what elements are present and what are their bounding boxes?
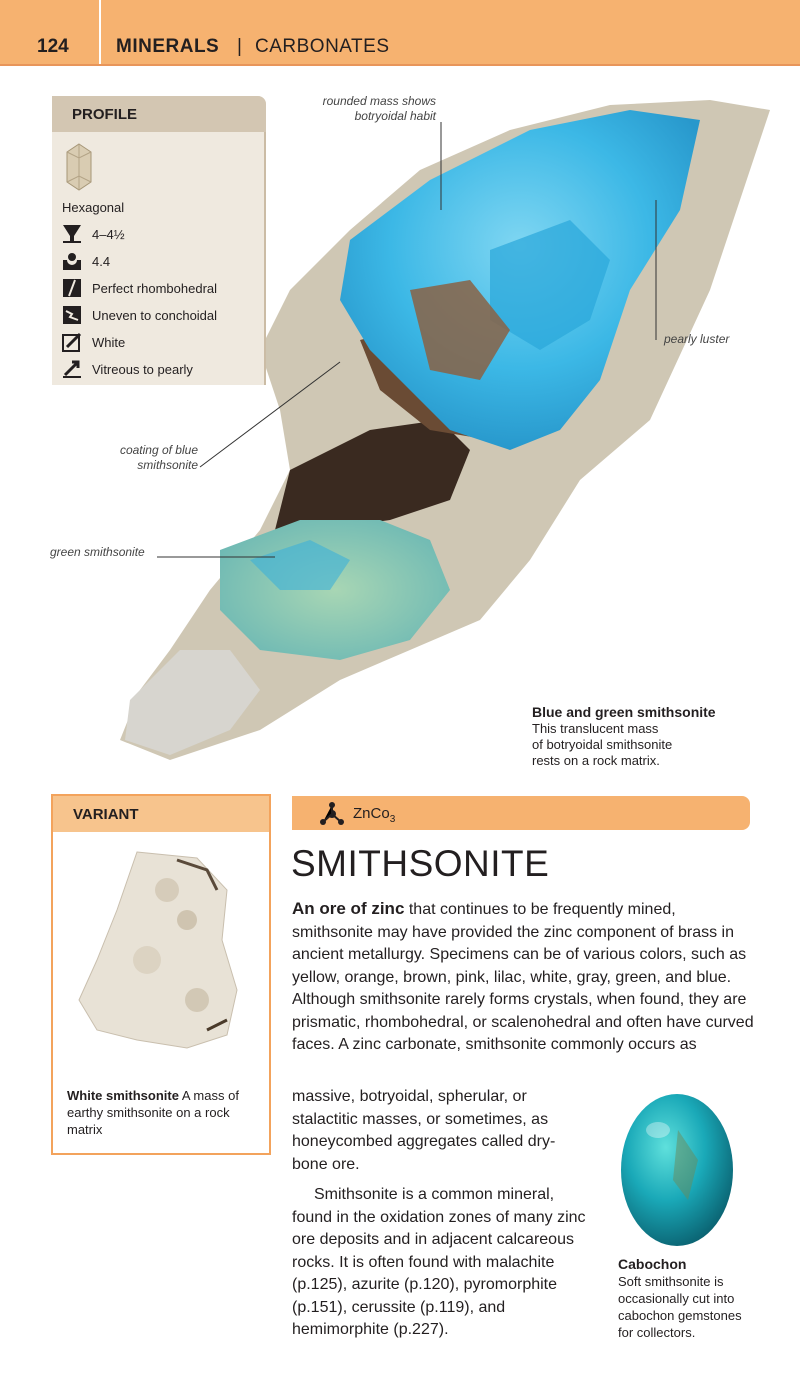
formula-bar: [292, 796, 750, 830]
cabochon-line3: cabochon gemstones: [618, 1308, 742, 1323]
streak-row: [62, 332, 262, 354]
fracture-icon: [62, 305, 82, 325]
main-caption-line2: of botryoidal smithsonite: [532, 737, 673, 752]
callout-coating: [90, 443, 198, 473]
variant-title: VARIANT: [73, 806, 139, 823]
luster-icon: [62, 359, 82, 379]
luster-value: Vitreous to pearly: [92, 362, 193, 377]
hardness-icon: [62, 224, 82, 244]
molecule-icon: [320, 802, 344, 826]
callout-rounded-line1: rounded mass shows: [322, 94, 436, 108]
mineral-title: SMITHSONITE: [291, 843, 550, 884]
hardness-value: 4–4½: [92, 227, 125, 242]
cabochon-image: [618, 1090, 736, 1250]
callout-green: green smithsonite: [50, 545, 145, 559]
callout-coating-line1: coating of blue: [119, 443, 198, 457]
body-p1a: that continues to be frequently mined, smithsonite may have provided the zinc component of brass in ancient metallurgy. Specimens can be of various colors, such as yellow, orange, brown, pink, lilac, white, gray, green, and blue. Although smithsonite rarely forms crystals, when found, they are prismatic, rhombohedral, or scalenohedral and often have curved faces. A zinc carbonate, smithsonite commonly occurs as: [292, 901, 754, 1053]
chemical-formula: [353, 805, 395, 825]
cleavage-icon: [62, 278, 82, 298]
callout-pearly-luster: pearly luster: [664, 332, 730, 346]
streak-value: White: [92, 335, 126, 350]
body-paragraph-1: [292, 898, 754, 1057]
header-divider: [99, 0, 101, 64]
profile-border: [264, 132, 266, 385]
fracture-row: [62, 305, 262, 327]
luster-row: [62, 359, 262, 381]
callout-rounded-mass: [318, 94, 436, 124]
body-paragraph-2: [292, 1184, 592, 1342]
callout-rounded-line2: botryoidal habit: [354, 109, 436, 123]
main-caption-line1: This translucent mass: [532, 721, 659, 736]
body-paragraph-1-continued: massive, botryoidal, spherular, or stalactitic masses, or sometimes, as honeycombed aggregates called dry-bone ore.: [292, 1088, 556, 1173]
fracture-value: Uneven to conchoidal: [92, 308, 218, 323]
formula-text: ZnCo: [353, 805, 390, 822]
variant-caption-text: A mass of earthy smithsonite on a rock matrix: [67, 1088, 239, 1137]
profile-tab: [52, 96, 266, 132]
main-caption-line3: rests on a rock matrix.: [532, 753, 660, 768]
specific-gravity-icon: [62, 251, 82, 271]
cabochon-line4: for collectors.: [618, 1325, 696, 1340]
page-number: 124: [37, 36, 69, 57]
main-image-caption: [532, 704, 752, 769]
page-header: [0, 0, 800, 66]
streak-icon: [62, 332, 82, 352]
profile-title: PROFILE: [72, 106, 138, 123]
callout-coating-line2: smithsonite: [137, 458, 198, 472]
specific-gravity-value: 4.4: [92, 254, 111, 269]
subsection-title: CARBONATES: [255, 36, 390, 57]
cleavage-value: Perfect rhombohedral: [92, 281, 218, 296]
hexagonal-crystal-icon: [65, 142, 93, 192]
specific-gravity-row: [62, 251, 262, 273]
crystal-system: Hexagonal: [62, 200, 125, 215]
white-smithsonite-image: [77, 850, 243, 1050]
cabochon-line1: Soft smithsonite is: [618, 1274, 724, 1289]
hardness-row: [62, 224, 262, 246]
variant-tab: [53, 796, 269, 832]
variant-box: [51, 794, 271, 1155]
cleavage-row: [62, 278, 262, 300]
cabochon-title: Cabochon: [618, 1256, 687, 1272]
formula-subscript: 3: [389, 814, 396, 825]
variant-caption-bold: White smithsonite: [67, 1088, 179, 1103]
body-p2: Smithsonite is a common mineral, found in the oxidation zones of many zinc ore deposits and in adjacent calcareous rocks. It is often found with malachite (p.125), azurite (p.120), pyromorphite (p.151), cerussite (p.119), and hemimorphite (p.227).: [292, 1186, 586, 1338]
cabochon-line2: occasionally cut into: [618, 1291, 735, 1306]
cabochon-caption: [618, 1256, 778, 1341]
body-lead: An ore of zinc: [292, 899, 405, 918]
main-caption-title: Blue and green smithsonite: [532, 704, 716, 720]
section-title: MINERALS: [116, 36, 220, 57]
variant-caption: [67, 1087, 257, 1138]
section-separator: |: [237, 36, 242, 57]
profile-box: [52, 96, 266, 385]
